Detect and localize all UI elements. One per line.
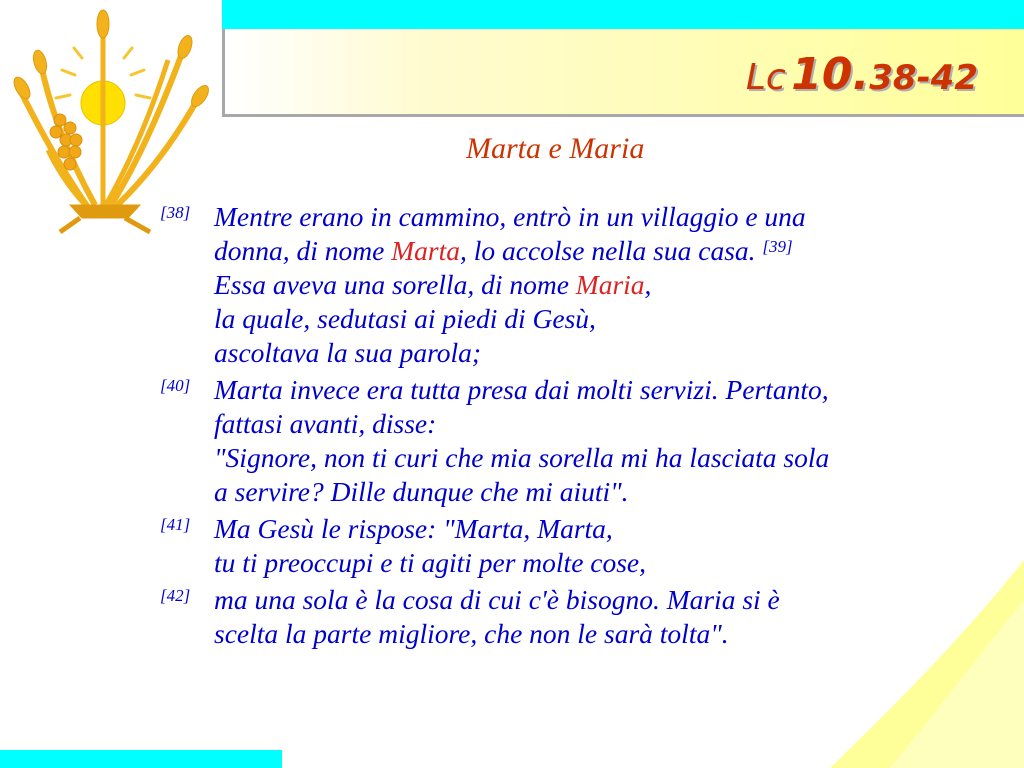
title-chapter: 10. (791, 49, 870, 100)
verse-line: Ma Gesù le rispose: "Marta, Marta, (214, 513, 613, 544)
verse-line: ascoltava la sua parola; (214, 337, 482, 368)
bottom-cyan-bar (0, 750, 282, 768)
passage-subtitle: Marta e Maria (466, 132, 645, 165)
verse-number-41: [41] (160, 515, 191, 534)
verse-line: "Signore, non ti curi che mia sorella mi ha lasciata sola (214, 442, 830, 473)
verse-line: fattasi avanti, disse: (214, 408, 437, 439)
title-book: Lc (745, 57, 786, 98)
title-verses: 38-42 (869, 58, 978, 98)
verse-line: Mentre erano in cammino, entrò in un villaggio e una (214, 201, 806, 232)
verse-line: Essa aveva una sorella, di nome Maria, (214, 269, 652, 300)
verse-number-42: [42] (160, 586, 191, 605)
verse-line: la quale, sedutasi ai piedi di Gesù, (214, 303, 596, 334)
verse-line: donna, di nome Marta, lo accolse nella sua casa. [39] (214, 235, 793, 266)
verse-line: ma una sola è la cosa di cui c'è bisogno. Maria si è (214, 584, 780, 615)
name-marta: Marta (391, 235, 460, 266)
verse-number-38: [38] (160, 203, 191, 222)
verse-41 (160, 512, 990, 580)
verse-line: tu ti preoccupi e ti agiti per molte cose, (214, 547, 647, 578)
verse-line: a servire? Dille dunque che mi aiuti". (214, 476, 629, 507)
verse-42 (160, 583, 990, 651)
subtitle-area (0, 0, 1024, 200)
verse-number-40: [40] (160, 376, 191, 395)
verse-line: Marta invece era tutta presa dai molti servizi. Pertanto, (214, 374, 829, 405)
name-maria: Maria (575, 269, 645, 300)
verse-number-39: [39] (762, 237, 793, 256)
passage-text (160, 200, 990, 654)
verse-line: scelta la parte migliore, che non le sarà tolta". (214, 618, 729, 649)
verse-38 (160, 200, 990, 370)
verse-40 (160, 373, 990, 509)
